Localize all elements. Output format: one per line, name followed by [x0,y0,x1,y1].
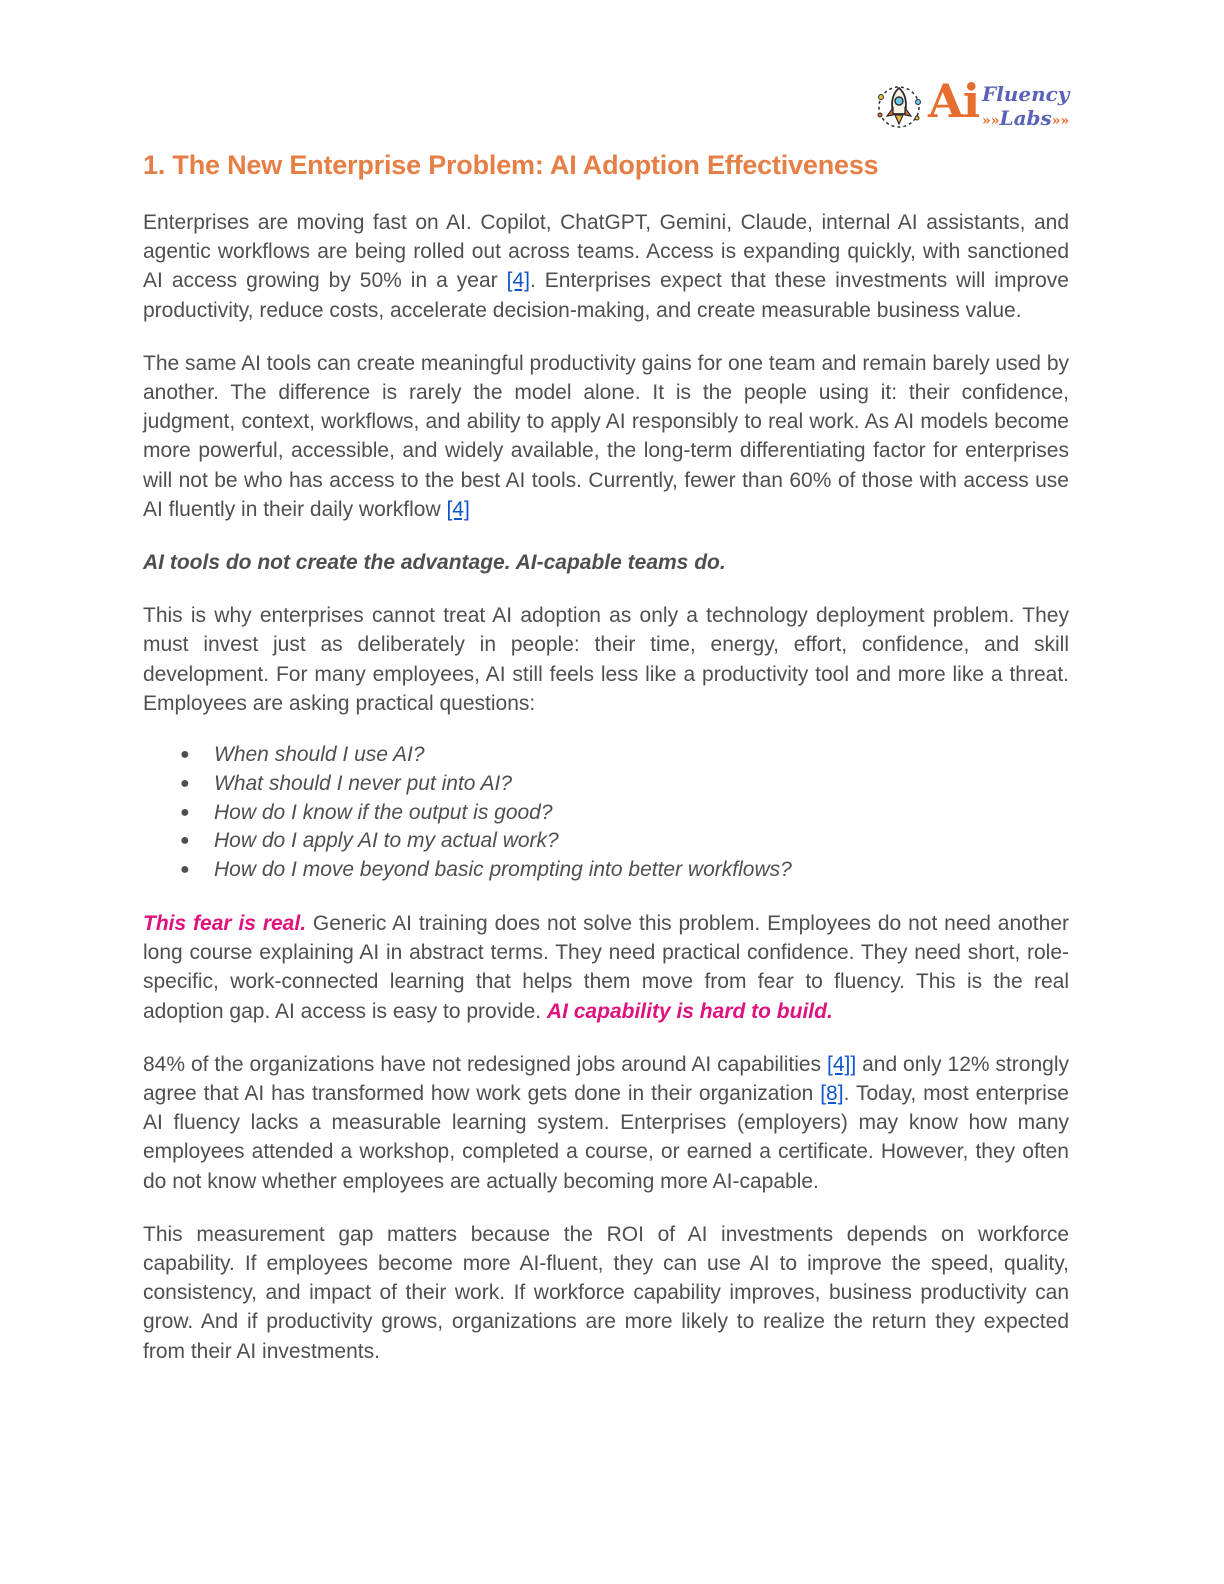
list-item [143,827,1069,856]
section-heading: 1. The New Enterprise Problem: AI Adoption Effectiveness [143,150,879,180]
paragraph-5-text-c: . Today, most enterprise AI fluency lacks a measurable learning system. Enterprises (employers) may know how many employees attended a workshop, completed a course, or earned a certificate. However, they often do not know whether employees are actually becoming more AI-capable. [143,1082,1069,1193]
list-item [143,741,1069,770]
logo-mark: Ai [928,74,980,128]
capability-emphasis: AI capability is hard to build. [546,999,833,1023]
questions-list [143,741,1069,885]
citation-link[interactable]: [4] [506,269,530,293]
paragraph-1-text-b: . Enterprises expect that these investments will improve productivity, reduce costs, accelerate decision-making, and create measurable business value. [143,269,1069,322]
bullet-icon: ● [180,746,190,764]
list-item-text: What should I never put into AI? [214,771,513,795]
paragraph-5-text-a: 84% of the organizations have not redesigned jobs around AI capabilities [143,1052,827,1076]
list-item [143,770,1069,799]
paragraph-2-text: The same AI tools can create meaningful productivity gains for one team and remain barely used by another. The difference is rarely the model alone. It is the people using it: their confidence, judgment, context, workflows, and ability to apply AI responsibly to real work. As AI models become more powerful, accessible, and widely available, the long-term differentiating factor for enterprises will not be who has access to the best AI tools. Currently, fewer than 60% of those with access use AI fluently in their daily workflow [143,351,1069,521]
list-item-text: How do I apply AI to my actual work? [214,829,559,853]
callout-statement: AI tools do not create the advantage. AI-capable teams do. [143,551,726,575]
paragraph-2 [143,349,1069,524]
citation-link[interactable]: [4] [446,497,470,521]
paragraph-1 [143,208,1069,325]
document-body [143,146,1069,1366]
bullet-icon: ● [180,774,190,792]
paragraph-4-text: Generic AI training does not solve this problem. Employees do not need another long course explaining AI in abstract terms. They need practical confidence. They need short, role-specific, work-connected learning that helps them move from fear to fluency. This is the real adoption gap. AI access is easy to provide. [143,912,1069,1023]
bullet-icon: ● [180,832,190,850]
logo-line2: Labs [999,106,1052,130]
rocket-icon [874,82,924,132]
brand-logo [874,74,1074,134]
paragraph-4 [143,909,1069,1026]
bullet-icon: ● [180,861,190,879]
list-item-text: How do I move beyond basic prompting into better workflows? [214,858,792,882]
list-item-text: When should I use AI? [214,743,425,767]
logo-line2-wrap [982,108,1069,128]
paragraph-5-text-b: and only 12% strongly agree that AI has transformed how work gets done in their organization [143,1052,1069,1106]
paragraph-5 [143,1050,1069,1196]
list-item [143,856,1069,885]
logo-chevron-right: »» [1051,113,1070,129]
paragraph-3: This is why enterprises cannot treat AI adoption as only a technology deployment problem. They must invest just as deliberately in people: their time, energy, effort, confidence, and skill development. For many employees, AI still feels less like a productivity tool and more like a threat. Employees are asking practical questions: [143,604,1069,715]
logo-chevron-left: »» [982,113,1000,129]
list-item [143,799,1069,828]
fear-emphasis: This fear is real. [143,912,307,936]
list-item-text: How do I know if the output is good? [214,800,553,824]
paragraph-6: This measurement gap matters because the ROI of AI investments depends on workforce capability. If employees become more AI-fluent, they can use AI to improve the speed, quality, consistency, and impact of their work. If workforce capability improves, business productivity can grow. And if productivity grows, organizations are more likely to realize the return they expected from their AI investments. [143,1222,1069,1363]
citation-link[interactable]: [8] [820,1082,844,1106]
citation-link[interactable]: [4]] [826,1052,857,1076]
paragraph-1-text-a: Enterprises are moving fast on AI. Copilot, ChatGPT, Gemini, Claude, internal AI assistants, and agentic workflows are being rolled out across teams. Access is expanding quickly, with sanctioned AI access growing by 50% in a year [143,211,1069,293]
bullet-icon: ● [180,803,190,821]
logo-line1: Fluency [982,82,1070,106]
